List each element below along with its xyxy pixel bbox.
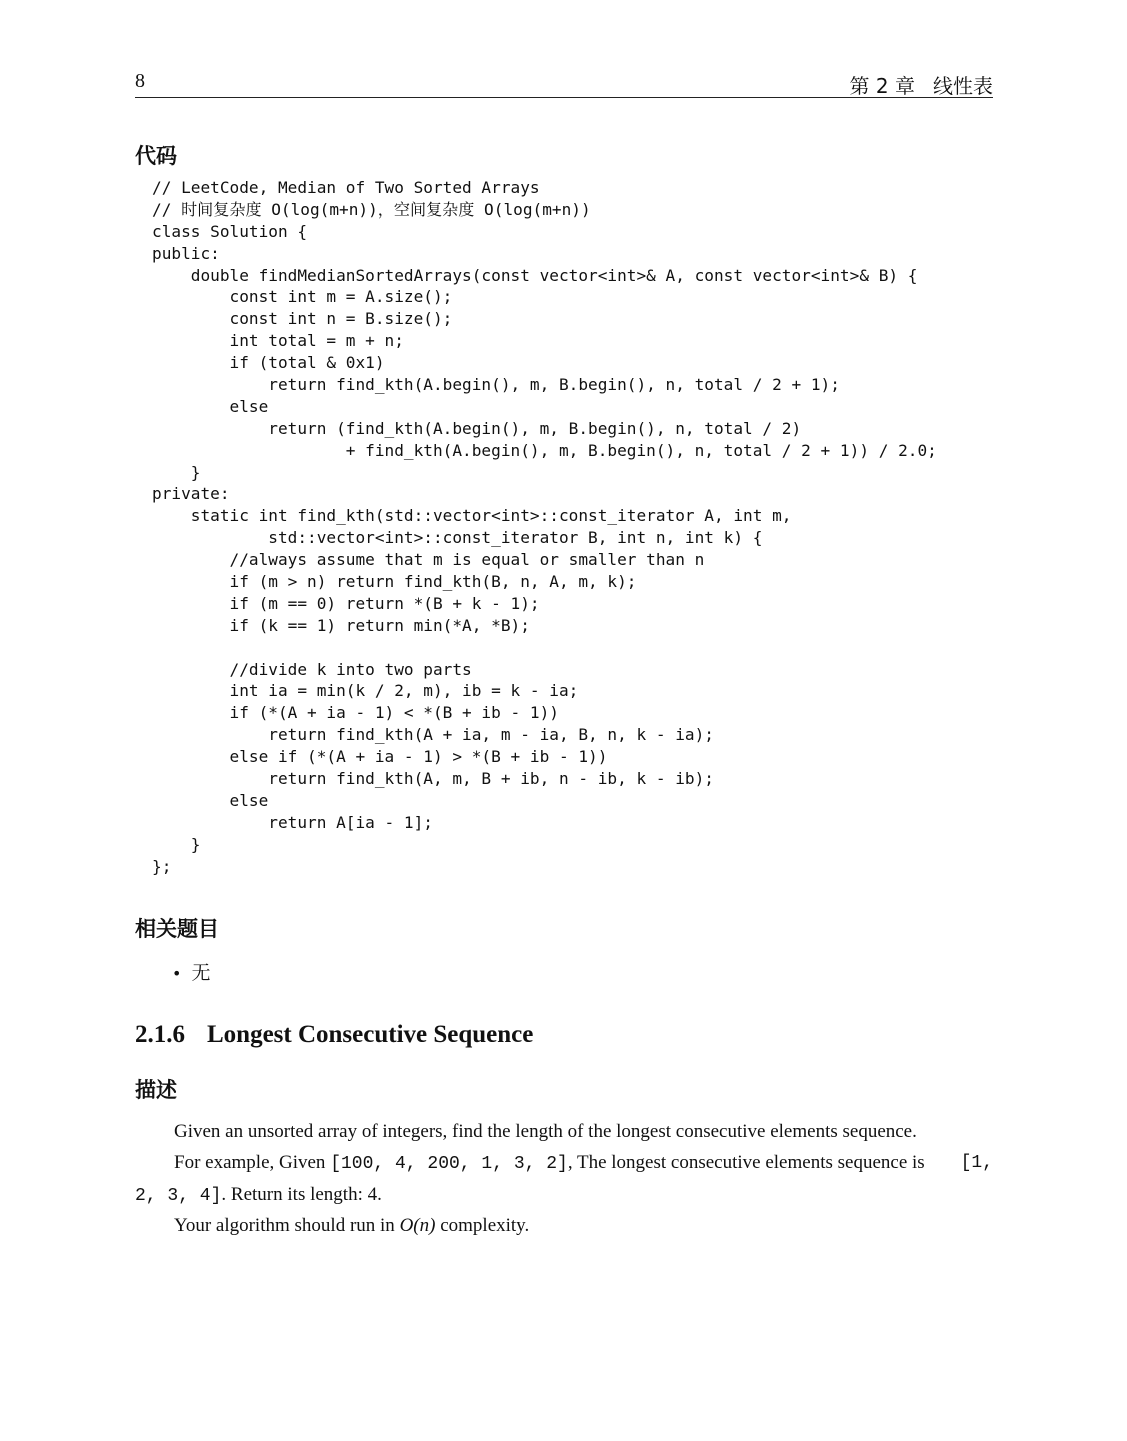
code-line: std::vector<int>::const_iterator B, int n, int k) { <box>152 528 763 548</box>
code-line: const int n = B.size(); <box>152 309 453 329</box>
code-line: return A[ia - 1]; <box>152 812 433 832</box>
sequence-end: 2, 3, 4] <box>135 1186 222 1206</box>
code-line: //always assume that m is equal or smaller than n <box>152 550 705 570</box>
p2-middle: , The longest consecutive elements sequence is <box>567 1152 930 1173</box>
p3-prefix: Your algorithm should run in <box>174 1215 400 1236</box>
code-line: if (m > n) return find_kth(B, n, A, m, k); <box>152 572 637 592</box>
page-header <box>135 68 993 98</box>
code-line: }; <box>152 856 172 876</box>
subsection-title <box>135 1021 533 1049</box>
chapter-name: 线性表 <box>933 74 993 98</box>
example-array: [100, 4, 200, 1, 3, 2] <box>330 1154 568 1174</box>
code-line: class Solution { <box>152 221 308 241</box>
code-line: else if (*(A + ia - 1) > *(B + ib - 1)) <box>152 747 608 767</box>
code-line: } <box>152 834 201 854</box>
code-line: if (k == 1) return min(*A, *B); <box>152 615 530 635</box>
code-line: return find_kth(A, m, B + ib, n - ib, k - ib); <box>152 769 714 789</box>
description-paragraph-2-continued <box>135 1183 382 1208</box>
code-line: //divide k into two parts <box>152 659 472 679</box>
code-line: if (*(A + ia - 1) < *(B + ib - 1)) <box>152 703 559 723</box>
subsection-number: 2.1.6 <box>135 1021 185 1048</box>
code-line: + find_kth(A.begin(), m, B.begin(), n, total / 2 + 1)) / 2.0; <box>152 440 937 460</box>
p3-suffix: complexity. <box>435 1215 530 1236</box>
description-paragraph-1: Given an unsorted array of integers, find the length of the longest consecutive elements sequence. <box>174 1121 917 1142</box>
description-heading: 描述 <box>135 1078 177 1102</box>
code-line: return find_kth(A.begin(), m, B.begin(), n, total / 2 + 1); <box>152 375 840 395</box>
subsection-name: Longest Consecutive Sequence <box>207 1021 534 1048</box>
code-block <box>152 177 937 878</box>
code-line: private: <box>152 484 230 504</box>
description-paragraph-3 <box>174 1214 529 1238</box>
sequence-start: [1, <box>960 1153 993 1173</box>
code-line: int ia = min(k / 2, m), ib = k - ia; <box>152 681 579 701</box>
code-line: double findMedianSortedArrays(const vector<int>& A, const vector<int>& B) { <box>152 265 918 285</box>
code-heading: 代码 <box>135 144 177 168</box>
chapter-label: 第 2 章 <box>849 74 915 98</box>
code-line: else <box>152 396 269 416</box>
code-line <box>152 637 937 659</box>
related-list <box>172 958 210 985</box>
code-line: return (find_kth(A.begin(), m, B.begin(), n, total / 2) <box>152 418 802 438</box>
code-line: // 时间复杂度 O(log(m+n))，空间复杂度 O(log(m+n)) <box>152 199 591 219</box>
code-line: if (m == 0) return *(B + k - 1); <box>152 593 540 613</box>
related-item: • 无 <box>172 958 210 985</box>
p2-text-left <box>174 1151 929 1176</box>
p2-prefix: For example, Given <box>174 1152 331 1173</box>
code-line: int total = m + n; <box>152 331 404 351</box>
code-line: } <box>152 462 201 482</box>
complexity-math: O(n) <box>399 1215 436 1236</box>
code-line: else <box>152 790 269 810</box>
code-line: return find_kth(A + ia, m - ia, B, n, k - ia); <box>152 725 714 745</box>
code-line: const int m = A.size(); <box>152 287 453 307</box>
code-line: if (total & 0x1) <box>152 353 385 373</box>
related-heading: 相关题目 <box>135 917 219 941</box>
code-line: // LeetCode, Median of Two Sorted Arrays <box>152 178 540 197</box>
p2-suffix: . Return its length: 4. <box>221 1184 382 1205</box>
code-line: public: <box>152 243 220 263</box>
description-paragraph-2 <box>174 1151 993 1176</box>
chapter-title <box>832 70 993 99</box>
code-line: static int find_kth(std::vector<int>::const_iterator A, int m, <box>152 506 792 526</box>
page-number: 8 <box>135 70 145 92</box>
